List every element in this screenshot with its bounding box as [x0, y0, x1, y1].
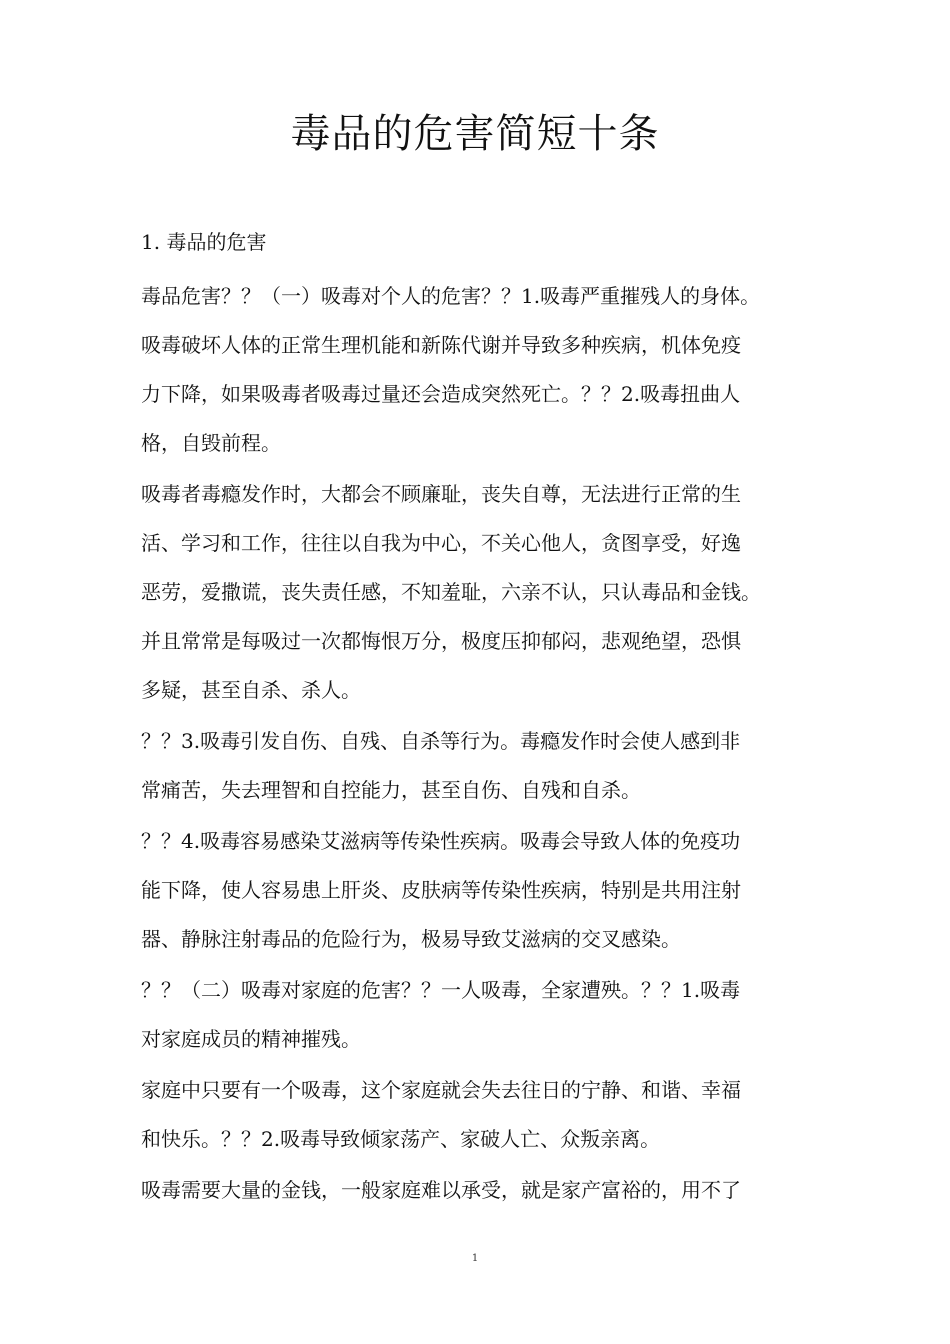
paragraph-line: ？？3.吸毒引发自伤、自残、自杀等行为。毒瘾发作时会使人感到非 — [141, 729, 741, 753]
section-heading: 1. 毒品的危害 — [141, 230, 267, 254]
paragraph-line: 吸毒者毒瘾发作时，大都会不顾廉耻，丧失自尊，无法进行正常的生 — [141, 482, 741, 506]
paragraph-line: 能下降，使人容易患上肝炎、皮肤病等传染性疾病，特别是共用注射 — [141, 878, 741, 902]
paragraph-line: ？？（二）吸毒对家庭的危害？？一人吸毒，全家遭殃。？？1.吸毒 — [141, 978, 741, 1002]
paragraph — [141, 966, 831, 1064]
paragraph-line: 家庭中只要有一个吸毒，这个家庭就会失去往日的宁静、和谐、幸福 — [141, 1078, 741, 1102]
paragraph-line: 和快乐。？？2.吸毒导致倾家荡产、家破人亡、众叛亲离。 — [141, 1127, 661, 1151]
paragraph-line: ？？4.吸毒容易感染艾滋病等传染性疾病。吸毒会导致人体的免疫功 — [141, 829, 741, 853]
paragraph — [141, 470, 831, 715]
paragraph-line: 吸毒需要大量的金钱，一般家庭难以承受，就是家产富裕的，用不了 — [141, 1178, 741, 1202]
paragraph-line: 活、学习和工作，往往以自我为中心，不关心他人，贪图享受，好逸 — [141, 531, 741, 555]
paragraph-line: 恶劳，爱撒谎，丧失责任感，不知羞耻，六亲不认，只认毒品和金钱。 — [141, 580, 761, 604]
page-number: 1 — [471, 1253, 479, 1264]
paragraph — [141, 272, 831, 468]
paragraph — [141, 717, 831, 815]
paragraph-line: 器、静脉注射毒品的危险行为，极易导致艾滋病的交叉感染。 — [141, 927, 681, 951]
paragraph — [141, 1166, 831, 1215]
paragraph-line: 格，自毁前程。 — [141, 431, 281, 455]
paragraph-line: 并且常常是每吸过一次都悔恨万分，极度压抑郁闷，悲观绝望，恐惧 — [141, 629, 741, 653]
paragraph-line: 吸毒破坏人体的正常生理机能和新陈代谢并导致多种疾病，机体免疫 — [141, 333, 741, 357]
paragraph-line: 毒品危害？？（一）吸毒对个人的危害？？1.吸毒严重摧残人的身体。 — [141, 284, 761, 308]
paragraph-line: 力下降，如果吸毒者吸毒过量还会造成突然死亡。？？2.吸毒扭曲人 — [141, 382, 741, 406]
paragraph — [141, 1066, 831, 1164]
paragraph-line: 常痛苦，失去理智和自控能力，甚至自伤、自残和自杀。 — [141, 778, 641, 802]
paragraph — [141, 817, 831, 964]
document-body — [141, 222, 831, 1217]
paragraph-line: 多疑，甚至自杀、杀人。 — [141, 678, 361, 702]
document-title: 毒品的危害简短十条 — [290, 111, 660, 157]
paragraph-list — [141, 272, 831, 1215]
paragraph-line: 对家庭成员的精神摧残。 — [141, 1027, 361, 1051]
